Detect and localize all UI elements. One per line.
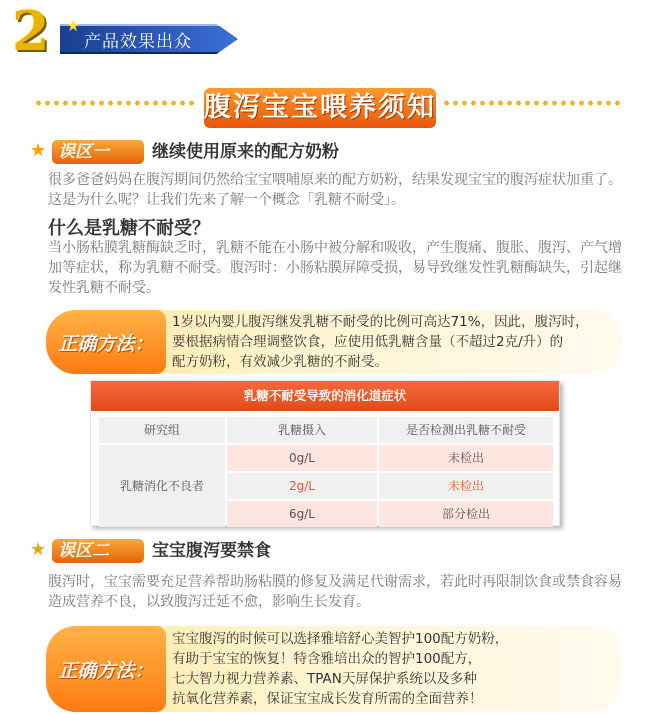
column-header: 乳糖摄入 (227, 417, 377, 443)
banner-title: 产品效果出众 (84, 32, 192, 52)
dotted-divider-left (34, 100, 194, 106)
table-row (227, 445, 553, 471)
lactose-intolerance-definition: 当小肠粘膜乳糖酶缺乏时，乳糖不能在小肠中被分解和吸收，产生腹痛、腹胀、腹泻、产气增加等症状，称为乳糖不耐受。腹泻时：小肠粘膜屏障受损，易导致继发性乳糖酶缺失，引起继发性乳糖不耐受。 (48, 240, 622, 296)
method-line: 宝宝腹泻的时候可以选择雅培舒心美智护100配方奶粉， (172, 631, 509, 647)
intake-cell: 6g/L (227, 501, 377, 527)
table-header-row (99, 417, 553, 443)
page-title: 腹泻宝宝喂养须知 (204, 88, 436, 128)
table-row (227, 501, 553, 527)
table-row (227, 473, 553, 499)
dotted-divider-right (442, 100, 622, 106)
correct-method-text (172, 312, 589, 372)
method-line: 配方奶粉，有效减少乳糖的不耐受。 (172, 354, 388, 370)
correct-method-box-2 (46, 626, 622, 712)
lactose-symptom-table (90, 380, 560, 526)
myth-2-paragraph: 腹泻时，宝宝需要充足营养帮助肠粘膜的修复及满足代谢需求，若此时再限制饮食或禁食容易造成营养不良，以致腹泻迁延不愈，影响生长发育。 (48, 574, 622, 610)
result-cell: 未检出 (379, 445, 553, 471)
table-title: 乳糖不耐受导致的消化道症状 (91, 381, 559, 411)
method-line: 要根据病情合理调整饮食，应使用低乳糖含量（不超过2克/升）的 (172, 334, 564, 350)
myth-1-paragraph: 很多爸爸妈妈在腹泻期间仍然给宝宝喂哺原来的配方奶粉，结果发现宝宝的腹泻症状加重了。这是为什么呢？让我们先来了解一个概念「乳糖不耐受」。 (48, 172, 622, 208)
myth-title: 继续使用原来的配方奶粉 (152, 142, 339, 162)
method-line: 1岁以内婴儿腹泻继发乳糖不耐受的比例可高达71%，因此，腹泻时， (172, 314, 589, 330)
study-group-cell: 乳糖消化不良者 (99, 445, 225, 527)
column-header: 是否检测出乳糖不耐受 (379, 417, 553, 443)
myth-tag: 误区一 (52, 140, 144, 164)
method-line: 七大智力视力营养素、TPAN天屏保护系统以及多种 (172, 671, 477, 687)
intake-cell: 0g/L (227, 445, 377, 471)
method-line: 有助于宝宝的恢复！特含雅培出众的智护100配方， (172, 651, 482, 667)
method-line: 抗氧化营养素，保证宝宝成长发育所需的全面营养！ (172, 691, 483, 707)
section-number-banner (8, 0, 238, 63)
intake-cell: 2g/L (227, 473, 377, 499)
correct-method-label: 正确方法： (46, 626, 166, 712)
myth-tag: 误区二 (52, 539, 144, 563)
table-grid (99, 417, 553, 529)
correct-method-text (172, 629, 508, 709)
star-icon: ★ (30, 140, 47, 161)
section-number: 2 (12, 0, 50, 63)
result-cell: 未检出 (379, 473, 553, 499)
result-cell: 部分检出 (379, 501, 553, 527)
correct-method-box-1 (46, 310, 622, 374)
correct-method-label: 正确方法： (46, 310, 166, 374)
myth-title: 宝宝腹泻要禁食 (152, 541, 271, 561)
star-icon: ★ (66, 16, 81, 35)
star-icon: ★ (30, 539, 47, 560)
lactose-intolerance-subhead: 什么是乳糖不耐受？ (48, 218, 210, 239)
column-header: 研究组 (99, 417, 225, 443)
